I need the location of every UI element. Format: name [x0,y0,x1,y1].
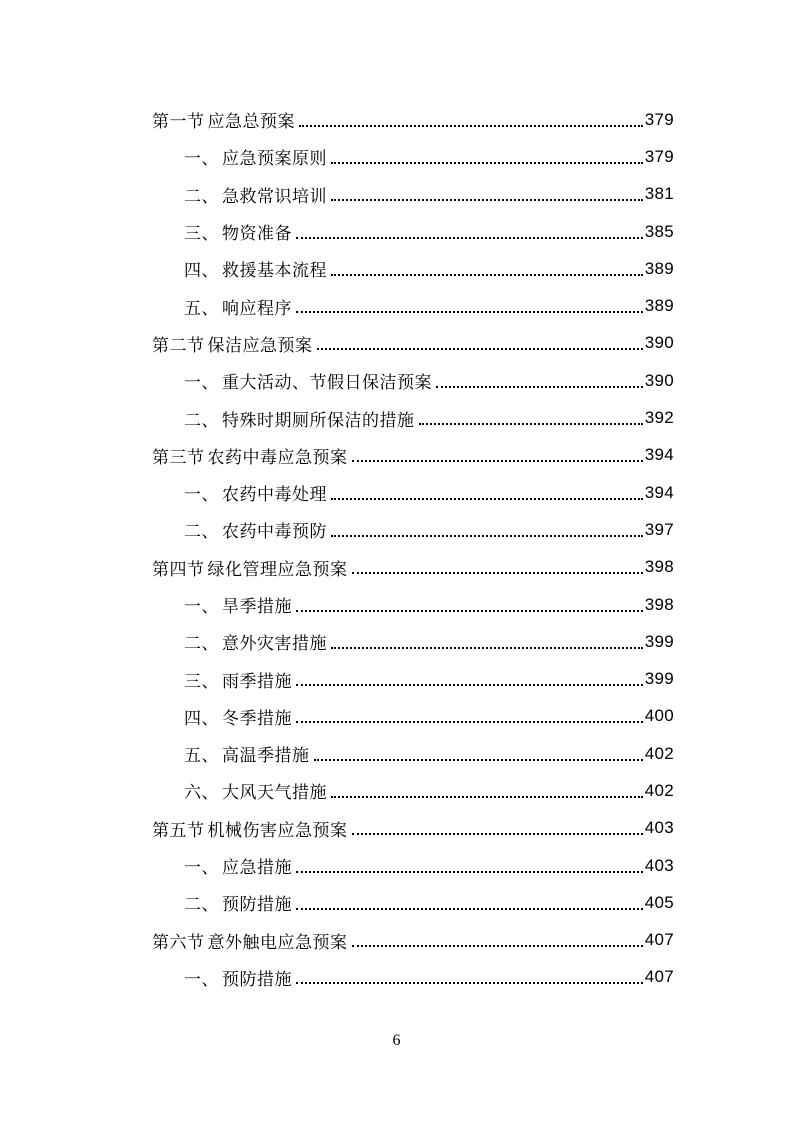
toc-label [184,853,292,878]
dot-leader [317,348,643,350]
dot-leader [331,274,643,276]
toc-number: 第五节 [152,820,205,841]
toc-page-number: 385 [644,221,674,241]
toc-page-number: 394 [644,482,674,502]
toc-subsection[interactable] [152,362,674,399]
toc-page-number: 390 [644,370,674,390]
toc-number: 五、 [184,746,219,767]
toc-subsection[interactable] [152,474,674,511]
toc-page-number: 398 [644,557,674,577]
dot-leader [352,833,643,835]
toc-title: 预防措施 [222,969,292,990]
toc-page-number: 381 [644,184,674,204]
toc-subsection[interactable] [152,772,674,809]
toc-number: 二、 [184,895,219,916]
toc-number: 三、 [184,224,219,245]
toc-number: 第四节 [152,559,205,580]
toc-label [184,965,292,990]
toc-title: 雨季措施 [222,671,292,692]
toc-section[interactable] [152,922,674,959]
toc-label [184,368,432,393]
toc-title: 物资准备 [222,224,292,245]
toc-subsection[interactable] [152,138,674,175]
toc-label [184,256,327,281]
dot-leader [352,460,643,462]
toc-label [184,890,292,915]
toc-subsection[interactable] [152,213,674,250]
toc-label [184,480,327,505]
toc-subsection[interactable] [152,660,674,697]
toc-section[interactable] [152,549,674,586]
toc-label [152,555,348,580]
toc-number: 一、 [184,858,219,879]
dot-leader [296,610,643,612]
toc-label [184,704,292,729]
dot-leader [331,535,643,537]
dot-leader [296,871,643,873]
toc-subsection[interactable] [152,884,674,921]
toc-page-number: 399 [644,669,674,689]
toc-title: 保洁应急预案 [207,335,313,356]
toc-label [184,778,327,803]
toc-subsection[interactable] [152,176,674,213]
toc-number: 四、 [184,708,219,729]
toc-page-number: 392 [644,408,674,428]
toc-subsection[interactable] [152,287,674,324]
toc-number: 一、 [184,149,219,170]
toc-page-number: 400 [644,706,674,726]
dot-leader [436,386,643,388]
toc-page-number: 397 [644,519,674,539]
toc-number: 二、 [184,186,219,207]
dot-leader [352,572,643,574]
toc-title: 应急预案原则 [222,149,327,170]
toc-label [184,144,327,169]
toc-label [184,517,327,542]
toc-title: 意外灾害措施 [222,634,327,655]
toc-page-number: 407 [644,930,674,950]
toc-title: 农药中毒预防 [222,522,327,543]
toc-number: 第一节 [152,112,205,133]
toc-title: 急救常识培训 [222,186,327,207]
toc-number: 一、 [184,485,219,506]
toc-label [152,928,348,953]
toc-page-number: 389 [644,258,674,278]
toc-page-number: 390 [644,333,674,353]
toc-page-number: 405 [644,892,674,912]
toc-title: 冬季措施 [222,708,292,729]
dot-leader [296,237,643,239]
toc-label [184,182,327,207]
toc-title: 预防措施 [222,895,292,916]
toc-subsection[interactable] [152,959,674,996]
toc-page-number: 399 [644,631,674,651]
toc-number: 第六节 [152,932,205,953]
toc-title: 机械伤害应急预案 [207,820,348,841]
dot-leader [296,311,643,313]
toc-label [184,629,327,654]
toc-title: 特殊时期厕所保洁的措施 [222,410,415,431]
toc-subsection[interactable] [152,399,674,436]
toc-subsection[interactable] [152,250,674,287]
toc-title: 意外触电应急预案 [207,932,348,953]
dot-leader [331,796,643,798]
toc-label [184,741,310,766]
toc-number: 一、 [184,969,219,990]
toc-number: 第二节 [152,335,205,356]
toc-page-number: 403 [644,818,674,838]
dot-leader [296,908,643,910]
toc-number: 二、 [184,634,219,655]
toc-subsection[interactable] [152,511,674,548]
page-number: 6 [392,1032,401,1049]
toc-label [152,107,295,132]
dot-leader [331,647,643,649]
toc-label [184,294,292,319]
toc-page-number: 389 [644,296,674,316]
toc-section[interactable] [152,810,674,847]
dot-leader [331,498,643,500]
dot-leader [296,982,643,984]
toc-title: 农药中毒应急预案 [207,447,348,468]
toc-title: 重大活动、节假日保洁预案 [222,373,432,394]
dot-leader [352,945,643,947]
dot-leader [331,162,643,164]
toc-page-number: 394 [644,445,674,465]
toc-page-number: 403 [644,855,674,875]
toc-number: 六、 [184,783,219,804]
toc-section[interactable] [152,101,674,138]
toc-number: 一、 [184,373,219,394]
toc-number: 三、 [184,671,219,692]
toc-title: 响应程序 [222,298,292,319]
toc-number: 五、 [184,298,219,319]
toc-label [152,443,348,468]
toc-label [152,816,348,841]
toc-label [184,592,292,617]
toc-section[interactable] [152,437,674,474]
toc-section[interactable] [152,325,674,362]
toc-label [184,667,292,692]
toc-subsection[interactable] [152,623,674,660]
toc-page-number: 402 [644,780,674,800]
toc-title: 旱季措施 [222,597,292,617]
toc-subsection[interactable] [152,847,674,884]
toc-number: 四、 [184,261,219,282]
toc-number: 第三节 [152,447,205,468]
toc-title: 大风天气措施 [222,783,327,804]
toc-page-number: 379 [644,109,674,129]
toc-title: 应急总预案 [207,112,295,133]
dot-leader [299,125,643,127]
toc-title: 绿化管理应急预案 [207,559,348,580]
dot-leader [314,759,643,761]
toc-subsection[interactable] [152,698,674,735]
dot-leader [331,199,643,201]
dot-leader [419,423,643,425]
table-of-contents [152,101,674,996]
toc-number: 一、 [184,597,219,617]
toc-page-number: 407 [644,967,674,987]
toc-title: 救援基本流程 [222,261,327,282]
toc-page-number: 398 [644,594,674,614]
toc-label [184,406,415,431]
toc-subsection[interactable] [152,586,674,623]
toc-number: 二、 [184,522,219,543]
toc-title: 高温季措施 [222,746,310,767]
toc-title: 应急措施 [222,858,292,879]
toc-number: 二、 [184,410,219,431]
toc-title: 农药中毒处理 [222,485,327,506]
dot-leader [296,684,643,686]
toc-page-number: 402 [644,743,674,763]
toc-page-number: 379 [644,146,674,166]
toc-label [184,219,292,244]
toc-label [152,331,313,356]
dot-leader [296,721,643,723]
toc-subsection[interactable] [152,735,674,772]
